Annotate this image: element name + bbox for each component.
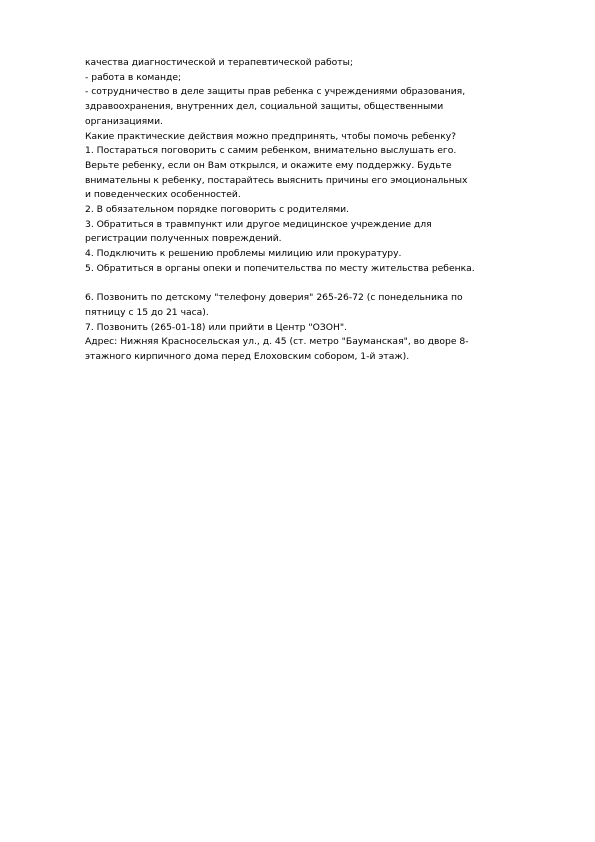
text-line: 7. Позвонить (265-01-18) или прийти в Центр "ОЗОН".: [85, 321, 348, 333]
blank-line: [85, 277, 555, 292]
text-line: - сотрудничество в деле защиты прав ребенка с учреждениями образования,: [85, 86, 466, 98]
text-line: Верьте ребенку, если он Вам открылся, и окажите ему поддержку. Будьте: [85, 159, 452, 171]
text-line: 4. Подключить к решению проблемы милицию или прокуратуру.: [85, 248, 402, 260]
text-line: Адрес: Нижняя Красносельская ул., д. 45 (ст. метро "Бауманская", во дворе 8-: [85, 336, 469, 348]
text-line: - работа в команде;: [85, 71, 182, 83]
text-line: организациями.: [85, 115, 163, 127]
text-line: 3. Обратиться в травмпункт или другое медицинское учреждение для: [85, 218, 432, 230]
question-heading: Какие практические действия можно предпринять, чтобы помочь ребенку?: [85, 130, 457, 142]
text-line: здравоохранения, внутренних дел, социальной защиты, общественными: [85, 101, 444, 113]
text-line: пятницу с 15 до 21 часа).: [85, 306, 209, 318]
text-line: 6. Позвонить по детскому "телефону доверия" 265-26-72 (с понедельника по: [85, 292, 463, 304]
text-line: 5. Обратиться в органы опеки и попечительства по месту жительства ребенка.: [85, 262, 475, 274]
text-line: внимательны к ребенку, постарайтесь выяснить причины его эмоциональных: [85, 174, 468, 186]
text-line: 2. В обязательном порядке поговорить с родителями.: [85, 204, 350, 216]
text-line: и поведенческих особенностей.: [85, 189, 241, 201]
text-line: этажного кирпичного дома перед Елоховским собором, 1-й этаж).: [85, 351, 410, 363]
document-page: [85, 56, 555, 365]
text-line: регистрации полученных повреждений.: [85, 233, 282, 245]
text-line: качества диагностической и терапевтической работы;: [85, 57, 354, 68]
text-line: 1. Постараться поговорить с самим ребенком, внимательно выслушать его.: [85, 145, 457, 157]
